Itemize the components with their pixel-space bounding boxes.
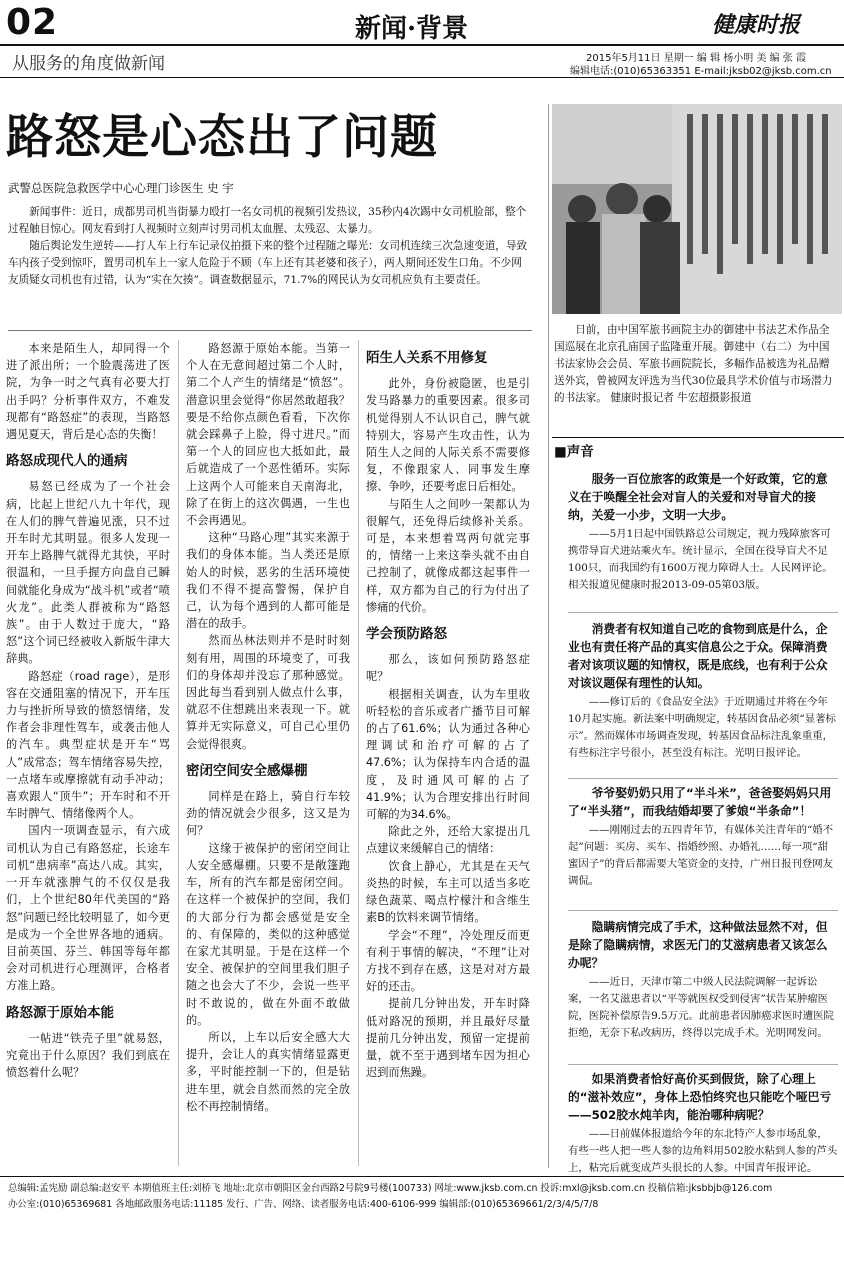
calligraphy-exhibition-photo <box>552 104 842 314</box>
voice-source: ——日前媒体报道给今年的东北特产人参市场乱象，有些一些人把一些人参的边角料用502胶水粘到人参的芦头上，粘完后就变成芦头很长的人参。中国青年报评论。 <box>568 1128 838 1174</box>
section-slogan: 从服务的角度做新闻 <box>12 54 165 74</box>
article-lead <box>8 204 532 289</box>
article-column-2 <box>186 340 350 1115</box>
body-paragraph: 然而丛林法则并不是时时刻刻有用，周围的环境变了，可我们的身体却并没忘了那种感觉。因此每当看到别人做点什么事，就忍不住想跳出来表现一下。就算并无实际意义，可自己心里仍会觉得很爽。 <box>186 634 350 751</box>
voice-quote: 消费者有权知道自己吃的食物到底是什么，企业也有责任将产品的真实信息公之于众。保障消费者对该项议题的知情权，既是底线，也有利于公众对该议题保有理性的认知。 <box>568 622 828 690</box>
body-paragraph: 路怒症（road rage），是形容在交通阻塞的情况下，开车压力与挫折所导致的愤怒情绪，发作者会非理性驾车，或袭击他人的汽车。典型症状是开车“骂人”成常态；驾车情绪容易失控，一点堵车或摩擦就有动手冲动；喜欢跟人“顶牛”；开车时和不开车时脾气、情绪像两个人。 <box>6 669 170 821</box>
section-heading: 路怒源于原始本能 <box>6 1004 114 1021</box>
body-paragraph: 这种“马路心理”其实来源于我们的身体本能。当人类还是原始人的时候，恶劣的生活环境使我们不得不提高警惕，保护自己，认为每个遇到的人都可能是潜在的敌手。 <box>186 531 350 631</box>
body-paragraph: 与陌生人之间吵一架都认为很解气，还免得后续修补关系。可是，本来想着骂两句就完事的，情绪一上来这拳头就不由自己控制了，就像成都这起事件一样，双方都为自己的行为付出了惨痛的代价。 <box>366 497 530 614</box>
body-paragraph: 除此之外，还给大家提出几点建议来缓解自己的情绪： <box>366 825 530 856</box>
body-paragraph: 本来是陌生人，却同得一个进了派出所；一个脸震荡进了医院，为争一时之气真有必要大打出手吗？分析事件双方，不难发现都有“路怒症”的表现，当路怒遇见夏天，背后是心态的失衡！ <box>6 342 170 442</box>
body-paragraph: 路怒源于原始本能。当第一个人在无意间超过第二个人时，第二个人产生的情绪是“愤怒”。潜意识里会觉得“你居然敢超我？要是不给你点颜色看看，下次你就会踩鼻子上脸，得寸进尺。”而第一个人的回应也大抵如此，最后就造成了一个恶性循环。实际上这两个人可能来自天南海北，除了在街上的这次偶遇，一生也不会再遇见。 <box>186 342 350 528</box>
article-byline: 武警总医院急救医学中心心理门诊医生 史 宇 <box>8 181 234 195</box>
lead-paragraph: 随后舆论发生逆转——打人车上行车记录仪拍摄下来的整个过程随之曝光：女司机连续三次急速变道，导致车内孩子受到惊吓，置男司机车上一家人危险于不顾（车上还有其老婆和孩子），两人期间还发生口角。不少网友质疑女司机也有过错，认为“实在欠揍”。调查数据显示，71.7%的网民认为女司机应负有主要责任。 <box>8 240 528 286</box>
voice-item <box>568 784 838 890</box>
body-paragraph: 同样是在路上，骑自行车较劲的情况就会少很多，这又是为何？ <box>186 790 350 838</box>
body-paragraph: 提前几分钟出发，开车时降低对路况的预期，并且最好尽量提前几分钟出发，预留一定提前量，就不至于遇到堵车因为担心迟到而焦躁。 <box>366 997 530 1080</box>
right-column-divider <box>548 104 549 1168</box>
voice-divider <box>568 778 838 779</box>
article-headline: 路怒是心态出了问题 <box>6 110 438 165</box>
voice-item <box>568 1070 838 1177</box>
voice-divider <box>568 612 838 613</box>
body-paragraph: 学会“不理”，冷处理反而更有利于事情的解决，“不理”让对方找不到存在感，这是对对方最好的还击。 <box>366 928 530 994</box>
issue-info: 2015年5月11日 星期一 编 辑 杨小明 美 编 张 霞 <box>586 53 806 64</box>
newspaper-logo: 健康时报 <box>712 12 801 38</box>
masthead-rule <box>0 44 844 46</box>
body-paragraph: 根据相关调查，认为车里收听轻松的音乐或者广播节目可解的占了61.6%；认为通过各种心理调试和治疗可解的占了47.6%；认为保持车内合适的温度，及时通风可解的占了41.9%；认为合理安排出行时间可解的为34.6%。 <box>366 687 530 822</box>
body-paragraph: 所以，上车以后安全感大大提升，会让人的真实情绪显露更多，平时能控制一下的，但是钻进车里，就会自然而然的完全放松不再控制情绪。 <box>186 1030 350 1113</box>
section-heading: 学会预防路怒 <box>366 626 447 643</box>
voice-source: ——5月1日起中国铁路总公司规定，视力残障旅客可携带导盲犬进站乘火车。统计显示，全国在役导盲犬不足100只，而我国约有1600万视力障碍人士。人民网评论。相关报道见健康时报2013-09-05第03版。 <box>568 528 833 591</box>
column-divider <box>358 340 359 1166</box>
voice-divider <box>568 910 838 911</box>
footer-contacts: 办公室:(010)65369681 各地邮政服务电话:11185 发行、广告、网络、读者服务电话:400-6106-999 编辑部:(010)65369661/2/3/4/5/7/8 <box>8 1199 599 1210</box>
contact-info: 编辑电话:(010)65363351 E-mail:jksb02@jksb.com.cn <box>570 66 832 77</box>
voice-rule <box>552 437 844 438</box>
voice-source: ——刚刚过去的五四青年节，有媒体关注青年的“婚不起”问题：买房、买车、指婚纱照、办婚礼……每一项“甜蜜因子”的背后都需要大笔资金的支持，广州日报刊登网友调侃。 <box>568 824 834 887</box>
voice-item <box>568 918 838 1042</box>
voice-item <box>568 470 838 594</box>
body-paragraph: 国内一项调查显示，有六成司机认为自己有路怒症，长途车司机“患病率”高达八成。其实，一开车就涨脾气的不仅仅是我们，上个世纪80年代美国的“路怒”问题已经比较明显了，如今更是成为一个全世界各地的通病。目前英国、芬兰、韩国等每年都会对司机进行心理测评，合格者方准上路。 <box>6 824 170 993</box>
body-paragraph: 一帖进“铁壳子里”就易怒，究竟出于什么原因？我们到底在愤怒着什么呢？ <box>6 1031 170 1080</box>
body-paragraph: 易怒已经成为了一个社会病，比起上世纪八九十年代，现在人们的脾气普遍见涨，只不过开车时尤其明显。很多人发现一开车上路脾气就得尤其快，平时很温和，一旦手握方向盘自己瞬间就能化身成为“战斗机”或者“喷火龙”。此类人群被称为“路怒族”。由于人数过于庞大，“路怒”这个词已经被收入新版牛津大辞典。 <box>6 480 170 666</box>
voice-quote: 如果消费者恰好高价买到假货，除了心理上的“滋补效应”，身体上恐怕终究也只能吃个哑巴亏——502胶水炖羊肉，能治哪种病呢？ <box>568 1072 832 1122</box>
voice-source: ——修订后的《食品安全法》于近期通过并将在今年10月起实施。新法案中明确规定，转基因食品必须“显著标示”。然而媒体市场调查发现，转基因食品标注乱象重重，有些标注字号很小，甚至没有标注。光明日报评论。 <box>568 696 836 759</box>
voice-divider <box>568 1064 838 1065</box>
lead-divider <box>8 330 532 331</box>
body-paragraph: 这缘于被保护的密闭空间让人安全感爆棚。只要不是敞篷跑车，所有的汽车都是密闭空间。在这样一个被保护的空间，我们的大部分行为都会感觉是安全的、有保障的，类似的这种感觉在家尤其明显。于是在这样一个安全、被保护的空间里我们胆子随之也会大了不少，会说一些平时不敢说的，做在外面不敢做的。 <box>186 841 350 1027</box>
section-heading: 陌生人关系不用修复 <box>366 350 488 366</box>
column-divider <box>178 340 179 1166</box>
voice-quote: 隐瞒病情完成了手术，这种做法显然不对，但是除了隐瞒病情，求医无门的艾滋病患者又该怎么办呢？ <box>568 920 828 970</box>
section-heading: 密闭空间安全感爆棚 <box>186 762 308 779</box>
voice-section-title: ■声音 <box>554 444 594 460</box>
body-paragraph: 那么，该如何预防路怒症呢？ <box>366 653 530 684</box>
section-title: 新闻·背景 <box>355 14 469 44</box>
photo-caption: 日前，由中国军旅书画院主办的御建中书法艺术作品全国巡展在北京孔庙国子监隆重开展。御建中（右二）为中国书法家协会会员、军旅书画院院长，多幅作品被选为礼品赠送外宾，曾被网友评选为当代30位最具学术价值与市场潜力的书法家。 健康时报记者 牛宏超摄影报道 <box>554 324 833 404</box>
footer-credits: 总编辑:孟宪励 副总编:赵安平 本期值班主任:刘桥飞 地址:北京市朝阳区金台西路2号院9号楼(100733) 网址:www.jksb.com.cn 投诉:mxl@jksb.com.cn 投稿信箱:jksbbjb@126.com <box>8 1183 773 1194</box>
photo-image <box>552 104 842 314</box>
article-column-1 <box>6 340 170 1081</box>
page-number: 02 <box>6 2 59 43</box>
voice-item <box>568 620 838 762</box>
body-paragraph: 饮食上静心，尤其是在天气炎热的时候，车主可以适当多吃绿色蔬菜、喝点柠檬汁和含维生素B的饮料来调节情绪。 <box>366 859 530 925</box>
section-heading: 路怒成现代人的通病 <box>6 453 128 470</box>
lead-paragraph: 新闻事件：近日，成都男司机当街暴力殴打一名女司机的视频引发热议，35秒内4次踢中女司机脸部，整个过程触目惊心。网友看到打人视频时立刻声讨男司机太血腥、太残忍、太暴力。 <box>8 206 527 235</box>
voice-source: ——近日，天津市第二中级人民法院调解一起诉讼案，一名艾滋患者以“平等就医权受到侵害”状告某肿瘤医院，医院补偿原告9.5万元。此前患者因肺癌求医时遭医院拒绝，无奈下私改病历，终得以完成手术。光明网发问。 <box>568 976 834 1039</box>
masthead-rule-thin <box>0 77 844 78</box>
voice-quote: 爷爷娶奶奶只用了“半斗米”，爸爸娶妈妈只用了“半头猪”，而我结婚却要了爹娘“半条命”！ <box>568 786 832 818</box>
article-column-3 <box>366 340 530 1081</box>
voice-quote: 服务一百位旅客的政策是一个好政策，它的意义在于唤醒全社会对盲人的关爱和对导盲犬的接纳，关爱一小步，文明一大步。 <box>568 472 828 522</box>
footer-rule <box>0 1176 844 1177</box>
body-paragraph: 此外，身份被隐匿，也是引发马路暴力的重要因素。很多司机觉得别人不认识自己，脾气就特别大，容易产生攻击性，认为陌生人之间的人际关系不需要修复，不像跟家人、同事发生摩擦、争吵，还要考虑日后相处。 <box>366 377 530 494</box>
